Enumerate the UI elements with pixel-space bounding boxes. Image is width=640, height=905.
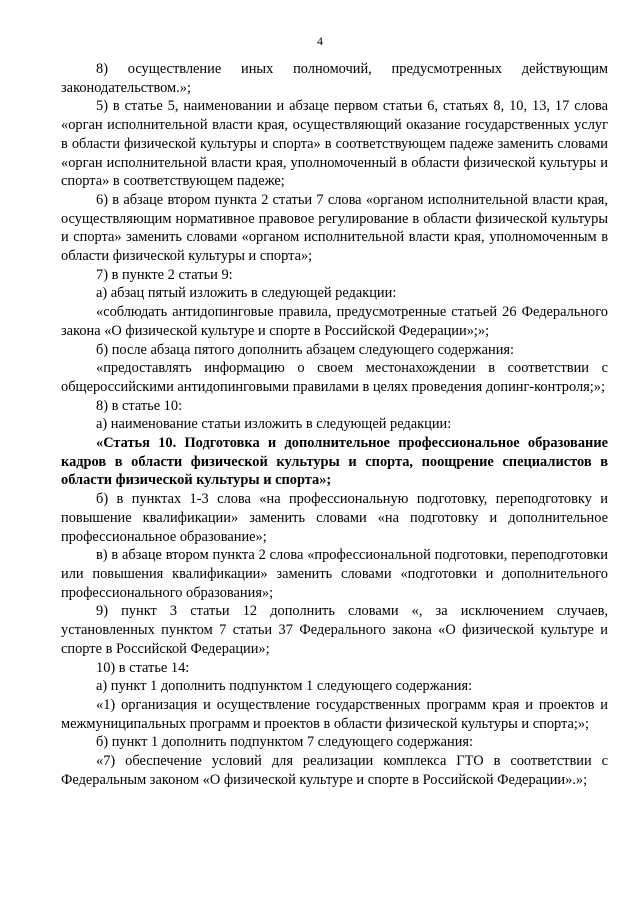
paragraph: 5) в статье 5, наименовании и абзаце первом статьи 6, статьях 8, 10, 13, 17 слова «орган исполнительной власти края, осуществляющий оказание государственных услуг в области физической культуры и спорта» в соответствующем падеже заменить словами «орган исполнительной власти края, уполномоченный в области физической культуры и спорта» в соответствующем падеже; [61,98,608,190]
article-heading: «Статья 10. Подготовка и дополнительное профессиональное образование кадров в области физической культуры и спорта, поощрение специалистов в области физической культуры и спорта»; [61,435,608,489]
paragraph: «соблюдать антидопинговые правила, предусмотренные статьей 26 Федерального закона «О физической культуре и спорте в Российской Федерации»;»; [61,304,608,339]
paragraph: «предоставлять информацию о своем местонахождении в соответствии с общероссийскими антидопинговыми правилами в целях проведения допинг-контроля;»; [61,360,608,395]
paragraph: 9) пункт 3 статьи 12 дополнить словами «, за исключением случаев, установленных пунктом 7 статьи 37 Федерального закона «О физической культуре и спорте в Российской Федерации»; [61,603,608,657]
page-number: 4 [317,34,323,48]
paragraph: 8) осуществление иных полномочий, предусмотренных действующим законодательством.»; [61,61,608,96]
paragraph: «7) обеспечение условий для реализации комплекса ГТО в соответствии с Федеральным законом «О физической культуре и спорте в Российской Федерации».»; [61,753,608,788]
paragraph: б) в пунктах 1-3 слова «на профессиональную подготовку, переподготовку и повышение квалификации» заменить словами «на подготовку и дополнительное профессиональное образование»; [61,491,608,545]
paragraph: б) после абзаца пятого дополнить абзацем следующего содержания: [96,341,515,358]
paragraph: «1) организация и осуществление государственных программ края и проектов и межмуниципальных программ и проектов в области физической культуры и спорта;»; [61,696,608,732]
paragraph: 8) в статье 10: [96,397,183,414]
paragraph: а) абзац пятый изложить в следующей редакции: [96,285,397,302]
paragraph: а) пункт 1 дополнить подпунктом 1 следующего содержания: [96,678,473,695]
paragraph: 10) в статье 14: [96,659,190,676]
paragraph: а) наименование статьи изложить в следующей редакции: [96,416,452,433]
paragraph: б) пункт 1 дополнить подпунктом 7 следующего содержания: [96,734,474,751]
document-body [61,60,608,789]
paragraph: 7) в пункте 2 статьи 9: [96,266,233,283]
paragraph: 6) в абзаце втором пункта 2 статьи 7 слова «органом исполнительной власти края, осуществляющим нормативное правовое регулирование в области физической культуры и спорта» заменить словами «органом исполнительной власти края, уполномоченным в области физической культуры и спорта»; [61,191,608,265]
paragraph: в) в абзаце втором пункта 2 слова «профессиональной подготовки, переподготовки или повышения квалификации» заменить словами «подготовки и дополнительного профессионального образования»; [61,547,608,601]
